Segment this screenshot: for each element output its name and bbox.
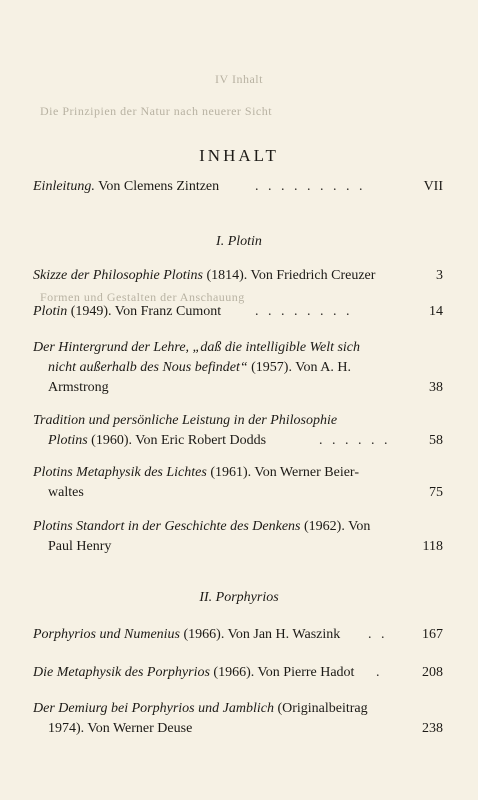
page-number: 208: [422, 665, 443, 680]
leader-dots: . . . . . .: [319, 433, 391, 448]
entry-title: Plotins Metaphysik des Lichtes: [33, 465, 207, 480]
page-number: 118: [422, 539, 443, 554]
toc-entry: [33, 624, 443, 646]
leader-dots: . . . . . . . .: [255, 304, 353, 319]
toc-entry-continued: [33, 536, 443, 558]
entry-title: Plotins Standort in der Geschichte des Denkens: [33, 519, 301, 534]
bleed-through-text: Die Prinzipien der Natur nach neuerer Sicht: [40, 104, 273, 118]
page-number: 75: [429, 485, 443, 500]
entry-author: (Originalbeitrag: [273, 701, 368, 716]
leader-dots: . .: [368, 627, 388, 642]
entry-author: (1814). Von Friedrich Creuzer: [202, 268, 376, 283]
entry-author: (1949). Von Franz Cumont: [67, 304, 222, 319]
entry-author-continued: 1974). Von Werner Deuse: [48, 721, 193, 736]
toc-entry-continued: [33, 377, 443, 399]
toc-entry-continued: [33, 430, 443, 452]
entry-author: (1962). Von: [300, 519, 371, 534]
section-heading: II. Porphyrios: [199, 590, 279, 605]
toc-entry: [33, 265, 443, 287]
leader-dots: .: [376, 665, 383, 680]
entry-title: Der Hintergrund der Lehre, „daß die intelligible Welt sich: [33, 340, 361, 355]
entry-author: (1957). Von A. H.: [247, 360, 351, 375]
page-number: 238: [422, 721, 443, 736]
page-number: VII: [423, 179, 443, 194]
entry-author-continued: Armstrong: [48, 380, 109, 395]
entry-title: Einleitung.: [33, 179, 95, 194]
toc-entry: [33, 516, 443, 538]
page-number: 14: [429, 304, 443, 319]
toc-entry: [33, 698, 443, 720]
page-number: 167: [422, 627, 443, 642]
page-number: 38: [429, 380, 443, 395]
toc-entry: [33, 662, 443, 684]
toc-entry: [33, 176, 443, 198]
page-title: INHALT: [199, 146, 279, 165]
entry-title: Porphyrios und Numenius: [33, 627, 180, 642]
entry-author: (1961). Von Werner Beier-: [206, 465, 359, 480]
entry-author-continued: waltes: [48, 485, 84, 500]
toc-entry: [33, 301, 443, 323]
toc-entry-continued: [33, 718, 443, 740]
entry-author: (1966). Von Jan H. Waszink: [180, 627, 341, 642]
entry-author: (1966). Von Pierre Hadot: [209, 665, 355, 680]
entry-title-continued: nicht außerhalb des Nous befindet“: [48, 360, 248, 375]
entry-title: Tradition und persönliche Leistung in der Philosophie: [33, 413, 338, 428]
entry-title: Die Metaphysik des Porphyrios: [33, 665, 210, 680]
entry-title: Plotin: [33, 304, 68, 319]
entry-title: Der Demiurg bei Porphyrios und Jamblich: [33, 701, 274, 716]
toc-entry-continued: [33, 482, 443, 504]
entry-author: Von Clemens Zintzen: [94, 179, 220, 194]
toc-entry: [33, 410, 443, 432]
page-number: 58: [429, 433, 443, 448]
entry-title: Skizze der Philosophie Plotins: [33, 268, 203, 283]
page-number: 3: [436, 268, 443, 283]
entry-author: (1960). Von Eric Robert Dodds: [87, 433, 267, 448]
bleed-through-text: IV Inhalt: [215, 72, 263, 86]
toc-entry: [33, 337, 443, 359]
toc-entry: [33, 462, 443, 484]
entry-author-continued: Paul Henry: [48, 539, 112, 554]
toc-entry-continued: [33, 357, 443, 379]
leader-dots: . . . . . . . . .: [255, 179, 366, 194]
entry-title-continued: Plotins: [48, 433, 88, 448]
section-heading: I. Plotin: [216, 234, 262, 249]
bleed-through-text: Formen und Gestalten der Anschauung: [40, 290, 245, 304]
